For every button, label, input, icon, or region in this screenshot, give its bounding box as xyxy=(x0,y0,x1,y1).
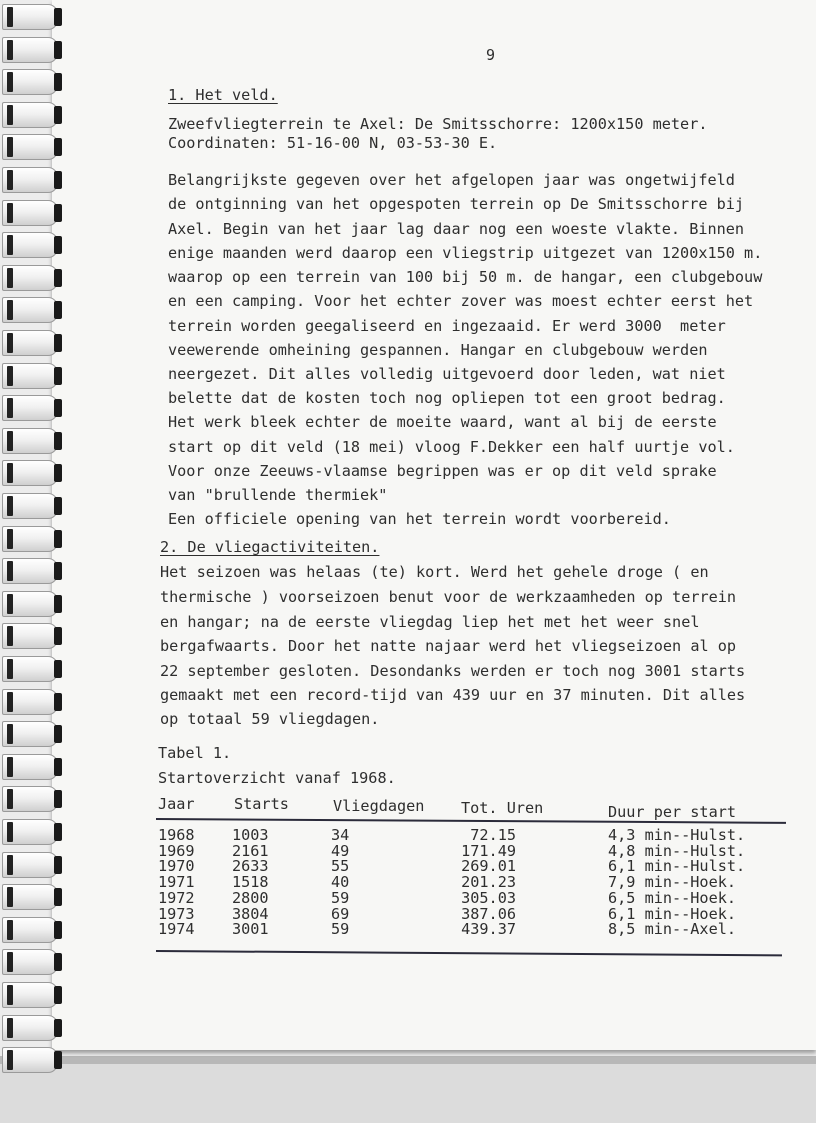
paragraph-line: belette dat de kosten toch nog opliepen tot een groot bedrag. xyxy=(168,389,726,407)
table-cell: 6,1 min--Hoek. xyxy=(608,905,737,923)
paragraph-line: gemaakt met een record-tijd van 439 uur en 37 minuten. Dit alles xyxy=(160,686,746,704)
table-cell: 1518 xyxy=(232,873,269,891)
paragraph-line: de ontginning van het opgespoten terrein op De Smitsschorre bij xyxy=(168,195,745,213)
page-number: 9 xyxy=(486,46,496,64)
paragraph-line: waarop op een terrein van 100 bij 50 m. de hangar, een clubgebouw xyxy=(168,268,763,286)
table-cell: 1003 xyxy=(232,826,269,844)
table-cell: 34 xyxy=(331,826,350,844)
binding-ring xyxy=(2,852,58,878)
binding-ring xyxy=(2,982,58,1008)
binding-ring xyxy=(2,917,58,943)
binding-ring xyxy=(2,1015,58,1041)
binding-ring xyxy=(2,395,58,421)
table-label: Tabel 1. xyxy=(158,744,232,762)
binding-ring xyxy=(2,102,58,128)
paragraph-line: Belangrijkste gegeven over het afgelopen jaar was ongetwijfeld xyxy=(168,171,735,189)
binding-ring xyxy=(2,363,58,389)
table-cell: 1972 xyxy=(158,889,195,907)
binding-ring xyxy=(2,4,58,30)
table-cell: 3001 xyxy=(232,920,269,938)
column-header: Vliegdagen xyxy=(333,797,425,815)
table-cell: 439.37 xyxy=(461,920,516,938)
table-cell: 55 xyxy=(331,857,350,875)
binding-ring xyxy=(2,526,58,552)
table-cell: 1968 xyxy=(158,826,195,844)
field-info-line: Zweefvliegterrein te Axel: De Smitsschorre: 1200x150 meter. xyxy=(168,115,708,133)
paragraph-line: Voor onze Zeeuws-vlaamse begrippen was er op dit veld sprake xyxy=(168,462,717,480)
binding-ring xyxy=(2,786,58,812)
paragraph-line: start op dit veld (18 mei) vloog F.Dekker een half uurtje vol. xyxy=(168,438,735,456)
binding-ring xyxy=(2,265,58,291)
binding-ring xyxy=(2,493,58,519)
paragraph-line: neergezet. Dit alles volledig uitgevoerd door leden, wat niet xyxy=(168,365,726,383)
table-cell: 171.49 xyxy=(461,842,516,860)
paragraph-line: Een officiele opening van het terrein wordt voorbereid. xyxy=(168,510,671,528)
table-cell: 1969 xyxy=(158,842,195,860)
document-page xyxy=(52,0,816,1050)
binding-ring xyxy=(2,754,58,780)
binding-ring xyxy=(2,884,58,910)
column-header: Jaar xyxy=(158,795,195,813)
table-cell: 4,3 min--Hulst. xyxy=(608,826,746,844)
binding-ring xyxy=(2,1047,58,1073)
table-cell: 387.06 xyxy=(461,905,516,923)
table-bottom-rule xyxy=(156,950,782,956)
paragraph-line: Het werk bleek echter de moeite waard, want al bij de eerste xyxy=(168,413,717,431)
binding-ring xyxy=(2,689,58,715)
paragraph-line: veewerende omheining gespannen. Hangar en clubgebouw werden xyxy=(168,341,708,359)
paragraph-line: terrein worden geegaliseerd en ingezaaid. Er werd 3000 meter xyxy=(168,317,726,335)
table-cell: 1973 xyxy=(158,905,195,923)
table-cell: 4,8 min--Hulst. xyxy=(608,842,746,860)
binding-ring xyxy=(2,167,58,193)
paragraph-line: Het seizoen was helaas (te) kort. Werd het gehele droge ( en xyxy=(160,563,709,581)
table-cell: 269.01 xyxy=(461,857,516,875)
binding-ring xyxy=(2,69,58,95)
table-cell: 6,5 min--Hoek. xyxy=(608,889,737,907)
desk-background xyxy=(0,1056,816,1123)
table-cell: 59 xyxy=(331,889,350,907)
binding-ring xyxy=(2,721,58,747)
column-header: Duur per start xyxy=(608,803,737,821)
table-cell: 72.15 xyxy=(470,826,516,844)
table-cell: 201.23 xyxy=(461,873,516,891)
binding-ring xyxy=(2,460,58,486)
table-cell: 59 xyxy=(331,920,350,938)
table-cell: 1971 xyxy=(158,873,195,891)
paragraph-line: op totaal 59 vliegdagen. xyxy=(160,710,380,728)
section1-heading: 1. Het veld. xyxy=(168,86,278,104)
table-cell: 2633 xyxy=(232,857,269,875)
table-cell: 69 xyxy=(331,905,350,923)
paragraph-line: en hangar; na de eerste vliegdag liep het met het weer snel xyxy=(160,613,700,631)
binding-ring xyxy=(2,297,58,323)
paragraph-line: thermische ) voorseizoen benut voor de werkzaamheden op terrein xyxy=(160,588,737,606)
binding-ring xyxy=(2,949,58,975)
binding-ring xyxy=(2,819,58,845)
table-cell: 6,1 min--Hulst. xyxy=(608,857,746,875)
binding-ring xyxy=(2,558,58,584)
paragraph-line: 22 september gesloten. Desondanks werden er toch nog 3001 starts xyxy=(160,662,746,680)
coordinates-line: Coordinaten: 51-16-00 N, 03-53-30 E. xyxy=(168,134,498,152)
table-caption: Startoverzicht vanaf 1968. xyxy=(158,769,396,787)
table-cell: 1970 xyxy=(158,857,195,875)
table-cell: 3804 xyxy=(232,905,269,923)
table-cell: 1974 xyxy=(158,920,195,938)
table-cell: 8,5 min--Axel. xyxy=(608,920,737,938)
binding-ring xyxy=(2,623,58,649)
binding-ring xyxy=(2,656,58,682)
table-cell: 40 xyxy=(331,873,350,891)
binding-ring xyxy=(2,591,58,617)
paragraph-line: bergafwaarts. Door het natte najaar werd het vliegseizoen al op xyxy=(160,637,737,655)
binding-ring xyxy=(2,232,58,258)
table-cell: 2800 xyxy=(232,889,269,907)
table-cell: 305.03 xyxy=(461,889,516,907)
binding-ring xyxy=(2,200,58,226)
paragraph-line: enige maanden werd daarop een vliegstrip uitgezet van 1200x150 m. xyxy=(168,244,763,262)
paragraph-line: Axel. Begin van het jaar lag daar nog een woeste vlakte. Binnen xyxy=(168,220,745,238)
paragraph-line: van "brullende thermiek" xyxy=(168,486,388,504)
section2-heading: 2. De vliegactiviteiten. xyxy=(160,538,380,556)
paragraph-line: en een camping. Voor het echter zover was moest echter eerst het xyxy=(168,292,754,310)
column-header: Tot. Uren xyxy=(461,799,544,817)
table-cell: 49 xyxy=(331,842,350,860)
spiral-binding xyxy=(0,0,64,1080)
column-header: Starts xyxy=(234,795,289,813)
binding-ring xyxy=(2,134,58,160)
binding-ring xyxy=(2,37,58,63)
binding-ring xyxy=(2,330,58,356)
table-cell: 7,9 min--Hoek. xyxy=(608,873,737,891)
binding-ring xyxy=(2,428,58,454)
table-cell: 2161 xyxy=(232,842,269,860)
